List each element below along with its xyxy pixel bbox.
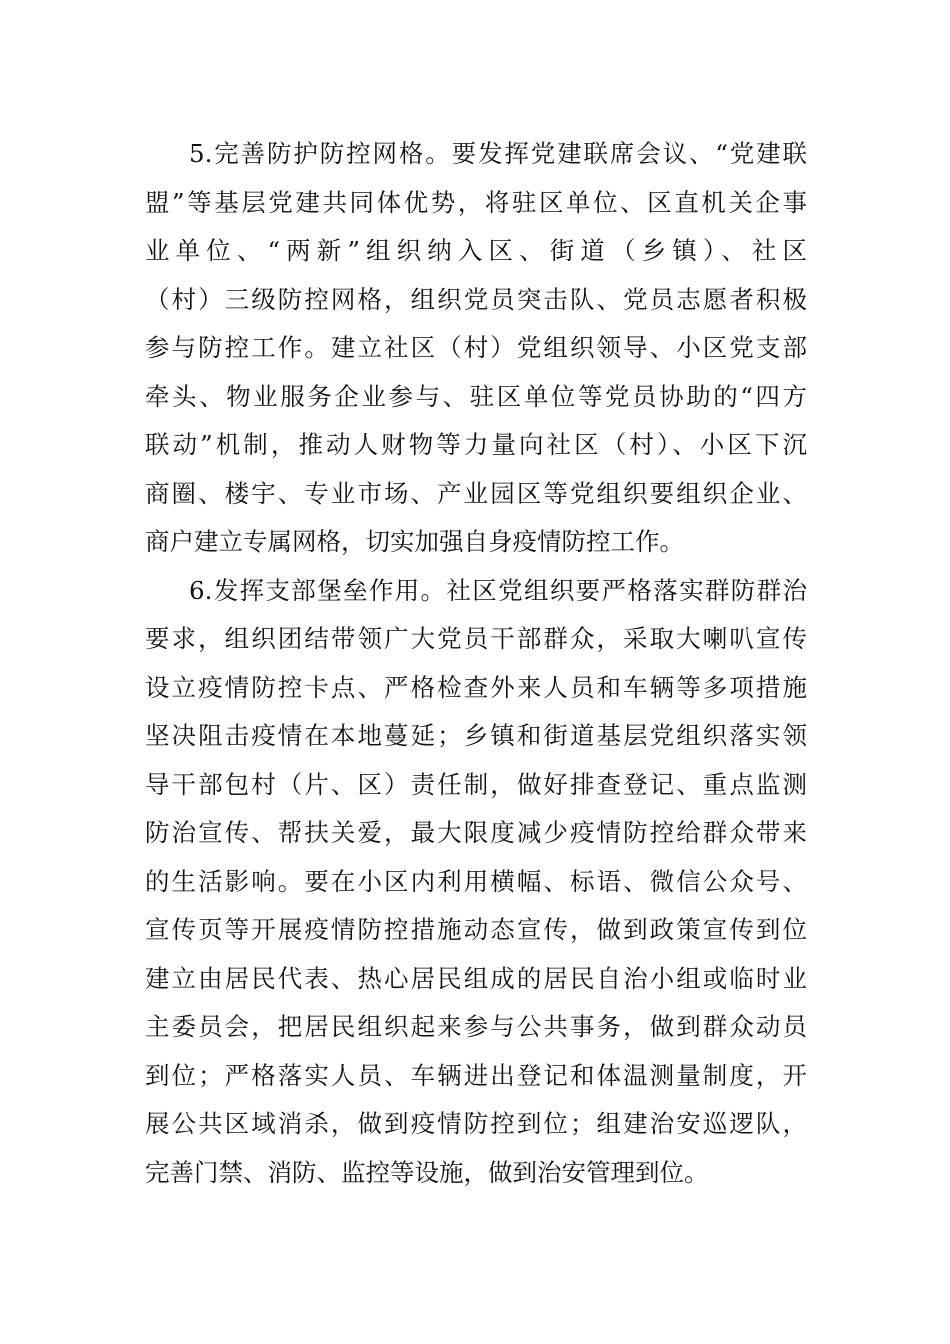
- paragraph-line: 宣传页等开展疫情防控措施动态宣传，做到政策宣传到位: [145, 915, 807, 944]
- paragraph-line: 联动”机制，推动人财物等力量向社区（村）、小区下沉: [145, 430, 807, 459]
- paragraph-line: 坚决阻击疫情在本地蔓延；乡镇和街道基层党组织落实领: [145, 721, 807, 750]
- paragraph-line: 5.完善防护防控网格。要发挥党建联席会议、“党建联: [189, 139, 807, 168]
- paragraph-line: 防治宣传、帮扶关爱，最大限度减少疫情防控给群众带来: [145, 818, 807, 847]
- paragraph-line: 的生活影响。要在小区内利用横幅、标语、微信公众号、: [145, 866, 807, 896]
- paragraph-line: 商户建立专属网格，切实加强自身疫情防控工作。: [145, 527, 684, 556]
- paragraph-line: 6.发挥支部堡垒作用。社区党组织要严格落实群防群治: [189, 575, 807, 605]
- paragraph-line: 牵头、物业服务企业参与、驻区单位等党员协助的“四方: [145, 381, 807, 411]
- paragraph-line: 要求，组织团结带领广大党员干部群众，采取大喇叭宣传: [145, 624, 807, 653]
- paragraph-line: 业单位、“两新”组织纳入区、街道（乡镇）、社区: [145, 236, 807, 265]
- paragraph-line: （村）三级防控网格，组织党员突击队、党员志愿者积极: [145, 284, 807, 314]
- paragraph-line: 导干部包村（片、区）责任制，做好排查登记、重点监测: [145, 769, 807, 799]
- paragraph-line: 到位；严格落实人员、车辆进出登记和体温测量制度，开: [145, 1060, 807, 1090]
- paragraph-line: 建立由居民代表、热心居民组成的居民自治小组或临时业: [145, 963, 807, 993]
- paragraph-line: 盟”等基层党建共同体优势，将驻区单位、区直机关企事: [145, 187, 807, 217]
- paragraph-line: 主委员会，把居民组织起来参与公共事务，做到群众动员: [145, 1012, 807, 1041]
- paragraph-6: [145, 567, 807, 1198]
- paragraph-5: [145, 130, 807, 567]
- document-body: [145, 130, 807, 1197]
- paragraph-line: 展公共区域消杀，做到疫情防控到位；组建治安巡逻队，: [145, 1109, 807, 1138]
- paragraph-line: 参与防控工作。建立社区（村）党组织领导、小区党支部: [145, 333, 807, 362]
- paragraph-line: 完善门禁、消防、监控等设施，做到治安管理到位。: [145, 1157, 709, 1187]
- paragraph-line: 商圈、楼宇、专业市场、产业园区等党组织要组织企业、: [145, 478, 807, 508]
- paragraph-line: 设立疫情防控卡点、严格检查外来人员和车辆等多项措施: [145, 672, 807, 702]
